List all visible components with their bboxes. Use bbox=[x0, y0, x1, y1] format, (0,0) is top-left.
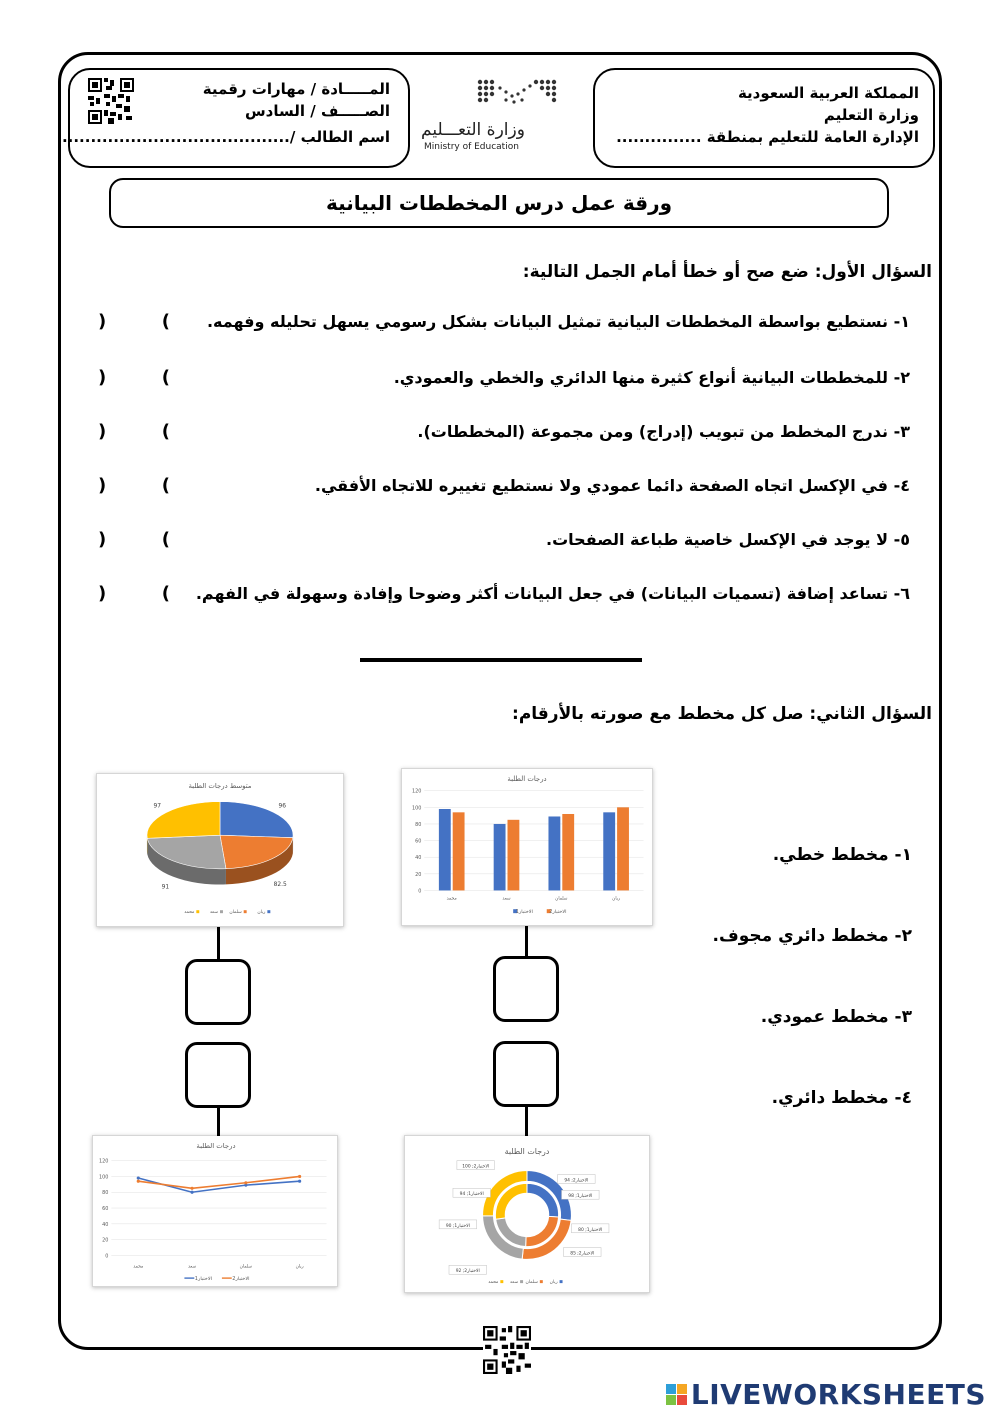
data-label: الاختبار2; 100 bbox=[462, 1164, 490, 1170]
grade-label: الصـــــف / السادس bbox=[244, 102, 390, 120]
question2-heading: السؤال الثاني: صل كل مخطط مع صورته بالأرقام: bbox=[512, 704, 932, 724]
answer-slot-6[interactable]: ) ( bbox=[98, 583, 170, 604]
bar-chart-card[interactable] bbox=[401, 768, 653, 926]
legend-swatch bbox=[500, 1280, 503, 1283]
answer-slot-2[interactable]: ) ( bbox=[98, 367, 170, 388]
y-tick-label: 20 bbox=[415, 871, 422, 878]
worksheet-title bbox=[109, 178, 889, 228]
question1-item-4: ٤- في الإكسل اتجاه الصفحة دائما عمودي ولا نستطيع تغييره للاتجاه الأفقي. bbox=[314, 476, 910, 495]
data-label: الاختبار1; 94 bbox=[459, 1192, 484, 1198]
line-point bbox=[137, 1176, 140, 1179]
y-tick-label: 120 bbox=[411, 788, 422, 795]
section-divider bbox=[360, 658, 642, 662]
subject-label: المـــــادة / مهارات رقمية bbox=[202, 80, 390, 98]
x-tick-label: ريان bbox=[612, 896, 621, 902]
data-label: الاختبار1; 80 bbox=[578, 1227, 603, 1233]
question1-item-5: ٥- لا يوجد في الإكسل خاصية طباعة الصفحات. bbox=[546, 530, 910, 549]
kingdom-label: المملكة العربية السعودية bbox=[737, 84, 919, 102]
region-label: الإدارة العامة للتعليم بمنطقة ............... bbox=[616, 128, 919, 146]
line-point bbox=[298, 1180, 301, 1183]
header-right-box bbox=[593, 68, 935, 168]
x-tick-label: ريان bbox=[295, 1264, 304, 1270]
y-tick-label: 20 bbox=[102, 1237, 109, 1244]
legend-label: سلمان bbox=[229, 910, 242, 916]
y-tick-label: 100 bbox=[411, 805, 422, 812]
line-point bbox=[190, 1191, 193, 1194]
liveworksheets-icon bbox=[666, 1384, 687, 1405]
legend-label: الاختبار2 bbox=[232, 1276, 250, 1283]
answer-slot-1[interactable]: ) ( bbox=[98, 311, 170, 332]
match-item-4: ٤- مخطط دائري. bbox=[771, 1088, 912, 1108]
bar-الاختبار2-سلمان bbox=[562, 814, 574, 890]
doughnut-chart-card[interactable] bbox=[404, 1135, 650, 1293]
y-tick-label: 60 bbox=[415, 838, 422, 845]
legend-label: الاختبار1 bbox=[515, 909, 533, 916]
legend-label: الاختبار2 bbox=[549, 909, 567, 916]
y-tick-label: 40 bbox=[415, 855, 422, 862]
chart-title: درجات الطلبة bbox=[196, 1141, 236, 1150]
question1-item-1: ١- نستطيع بواسطة المخططات البيانية تمثيل البيانات بشكل رسومي يسهل تحليله وفهمه. bbox=[206, 312, 910, 331]
data-label: الاختبار1; 98 bbox=[568, 1194, 593, 1200]
connector-line bbox=[217, 927, 220, 960]
line-point bbox=[244, 1181, 247, 1184]
liveworksheets-logo[interactable] bbox=[666, 1378, 986, 1411]
connector-line bbox=[525, 1106, 528, 1136]
x-tick-label: محمد bbox=[133, 1264, 144, 1270]
y-tick-label: 80 bbox=[415, 821, 422, 828]
legend-swatch bbox=[560, 1280, 563, 1283]
bar-الاختبار1-سلمان bbox=[548, 816, 560, 890]
line-point bbox=[298, 1175, 301, 1178]
legend-label: محمد bbox=[184, 910, 195, 916]
data-label: الاختبار2; 94 bbox=[564, 1178, 589, 1184]
legend-label: الاختبار1 bbox=[194, 1276, 213, 1283]
x-tick-label: سلمان bbox=[239, 1264, 253, 1270]
question1-item-6: ٦- تساعد إضافة (تسميات البيانات) في جعل البيانات أكثر وضوحا وإفادة وسهولة في الفهم. bbox=[195, 584, 910, 603]
data-label: الاختبار2; 85 bbox=[570, 1251, 595, 1257]
pie-data-label: 96 bbox=[278, 803, 286, 810]
answer-slot-3[interactable]: ) ( bbox=[98, 421, 170, 442]
legend-swatch bbox=[244, 910, 247, 913]
student-name-field[interactable]: اسم الطالب /........................................ bbox=[61, 128, 390, 146]
pie-data-label: 82.5 bbox=[273, 881, 287, 888]
worksheet-title-text: ورقة عمل درس المخططات البيانية bbox=[325, 191, 673, 215]
x-tick-label: محمد bbox=[446, 896, 457, 902]
qr-code-icon bbox=[483, 1326, 531, 1374]
match-item-2: ٢- مخطط دائري مجوف. bbox=[712, 926, 912, 946]
legend-swatch bbox=[520, 1280, 523, 1283]
question1-heading: السؤال الأول: ضع صح أو خطأ أمام الجمل التالية: bbox=[522, 262, 932, 282]
pie-chart bbox=[97, 774, 343, 926]
line-chart-card[interactable] bbox=[92, 1135, 338, 1287]
data-label: الاختبار1; 90 bbox=[445, 1223, 470, 1229]
answer-box-pie[interactable] bbox=[185, 959, 251, 1025]
x-tick-label: سعد bbox=[187, 1264, 197, 1270]
legend-swatch bbox=[196, 910, 199, 913]
line-point bbox=[190, 1187, 193, 1190]
pie-chart-card[interactable] bbox=[96, 773, 344, 927]
legend-label: سعد bbox=[209, 910, 219, 916]
question1-item-2: ٢- للمخططات البيانية أنواع كثيرة منها الدائري والخطي والعمودي. bbox=[393, 368, 910, 387]
pie-data-label: 97 bbox=[153, 803, 162, 810]
data-label: الاختبار2; 92 bbox=[455, 1269, 480, 1275]
legend-label: سعد bbox=[509, 1280, 519, 1286]
bar-الاختبار2-محمد bbox=[453, 812, 465, 890]
y-tick-label: 120 bbox=[99, 1158, 109, 1165]
legend-swatch bbox=[267, 910, 270, 913]
chart-title: درجات الطلبة bbox=[504, 1146, 550, 1156]
doughnut-chart bbox=[405, 1136, 649, 1292]
answer-slot-5[interactable]: ) ( bbox=[98, 529, 170, 550]
pie-data-label: 91 bbox=[161, 884, 170, 891]
answer-slot-4[interactable]: ) ( bbox=[98, 475, 170, 496]
bar-chart bbox=[402, 769, 652, 925]
y-tick-label: 0 bbox=[418, 888, 422, 895]
ministry-logo-english: Ministry of Education bbox=[424, 142, 519, 152]
bar-الاختبار1-محمد bbox=[439, 809, 451, 890]
y-tick-label: 40 bbox=[102, 1221, 109, 1228]
chart-title: متوسط درجات الطلبة bbox=[188, 781, 252, 790]
legend-label: ريان bbox=[257, 910, 266, 916]
line-point bbox=[137, 1180, 140, 1183]
y-tick-label: 60 bbox=[102, 1206, 109, 1213]
legend-swatch bbox=[540, 1280, 543, 1283]
x-tick-label: سلمان bbox=[555, 896, 568, 902]
y-tick-label: 100 bbox=[99, 1174, 109, 1181]
legend-label: سلمان bbox=[525, 1280, 538, 1286]
chart-title: درجات الطلبة bbox=[507, 774, 547, 783]
ministry-logo-arabic: وزارة التعـــليم bbox=[421, 120, 525, 140]
bar-الاختبار2-ريان bbox=[617, 807, 629, 890]
line-chart bbox=[93, 1136, 337, 1286]
connector-line bbox=[525, 926, 528, 958]
bar-الاختبار1-سعد bbox=[494, 824, 506, 890]
match-item-3: ٣- مخطط عمودي. bbox=[760, 1007, 912, 1027]
answer-box-line[interactable] bbox=[185, 1042, 251, 1108]
legend-swatch bbox=[220, 910, 223, 913]
ministry-logo bbox=[418, 72, 578, 156]
match-item-1: ١- مخطط خطي. bbox=[772, 845, 912, 865]
legend-label: ريان bbox=[549, 1280, 558, 1286]
question1-item-3: ٣- ندرج المخطط من تبويب (إدراج) ومن مجموعة (المخططات). bbox=[417, 422, 910, 441]
bar-الاختبار1-ريان bbox=[603, 812, 615, 890]
answer-box-bar[interactable] bbox=[493, 956, 559, 1022]
qr-code-icon bbox=[88, 78, 134, 124]
y-tick-label: 0 bbox=[105, 1253, 109, 1260]
connector-line bbox=[217, 1107, 220, 1136]
ministry-label: وزارة التعليم bbox=[823, 106, 919, 124]
liveworksheets-brand: LIVEWORKSHEETS bbox=[690, 1378, 986, 1411]
bar-الاختبار2-سعد bbox=[508, 820, 520, 891]
legend-label: محمد bbox=[488, 1280, 499, 1286]
y-tick-label: 80 bbox=[102, 1190, 109, 1197]
answer-box-doughnut[interactable] bbox=[493, 1041, 559, 1107]
x-tick-label: سعد bbox=[502, 896, 511, 902]
